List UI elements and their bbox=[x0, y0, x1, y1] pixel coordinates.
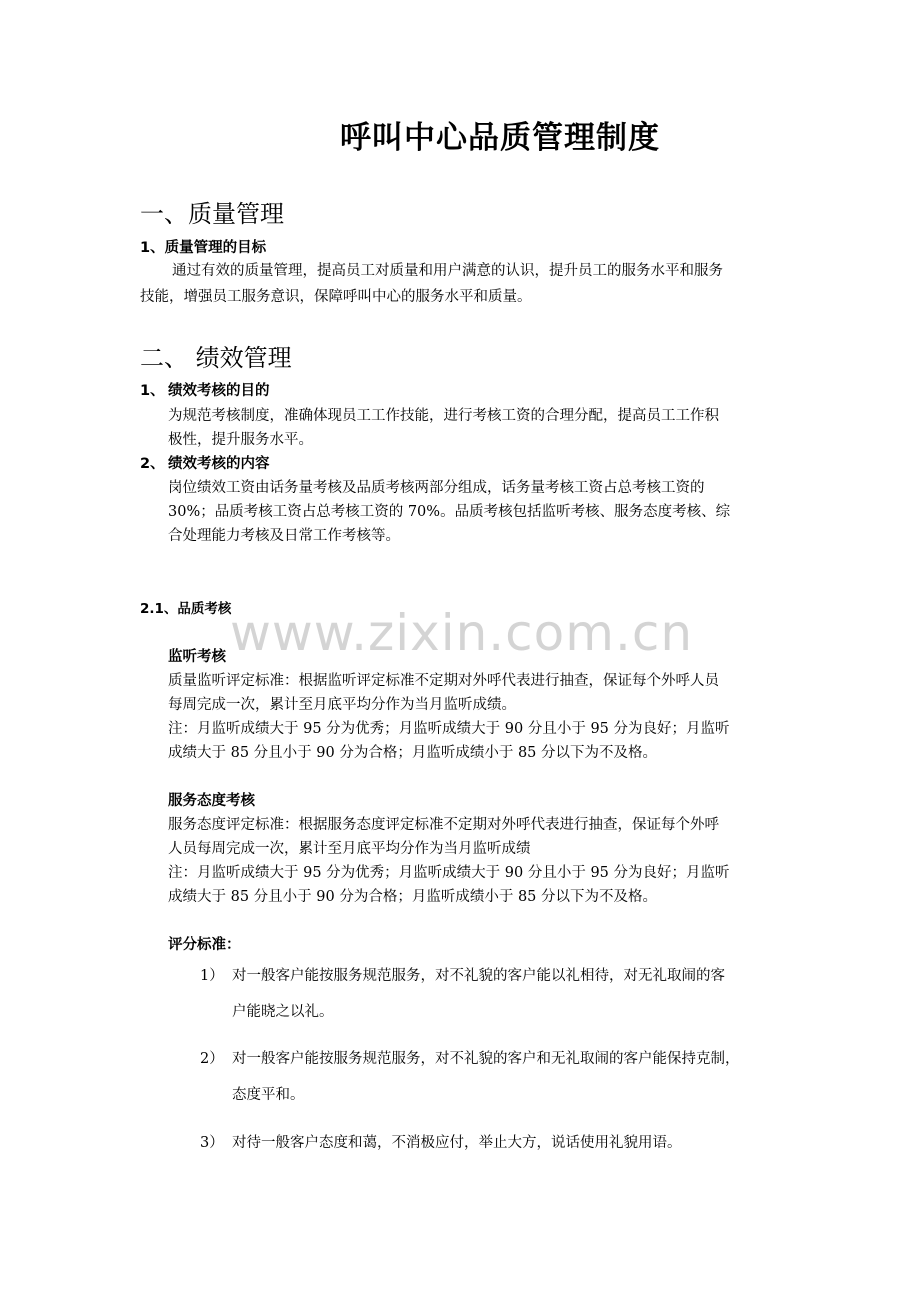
subheading-quality-goal: 1、质量管理的目标 bbox=[140, 240, 267, 256]
watermark: www.zixin.com.cn bbox=[230, 604, 694, 662]
section-heading-performance: 二、 绩效管理 bbox=[140, 344, 292, 372]
paragraph-line: 质量监听评定标准：根据监听评定标准不定期对外呼代表进行抽查，保证每个外呼人员 bbox=[168, 673, 719, 689]
paragraph-line: 通过有效的质量管理，提高员工对质量和用户满意的认识，提升员工的服务水平和服务 bbox=[172, 263, 723, 279]
paragraph-line: 成绩大于 85 分且小于 90 分为合格；月监听成绩小于 85 分以下为不及格。 bbox=[168, 745, 658, 761]
subheading-quality-assessment: 2.1、品质考核 bbox=[140, 601, 232, 617]
paragraph-line: 技能，增强员工服务意识，保障呼叫中心的服务水平和质量。 bbox=[140, 289, 532, 305]
paragraph-line: 人员每周完成一次，累计至月底平均分作为当月监听成绩 bbox=[168, 841, 531, 857]
subheading-performance-purpose: 绩效考核的目的 bbox=[168, 383, 270, 399]
list-item-line: 户能晓之以礼。 bbox=[232, 1004, 334, 1020]
list-item-marker: 3） bbox=[200, 1135, 224, 1151]
paragraph-line: 极性，提升服务水平。 bbox=[168, 432, 313, 448]
paragraph-line: 合处理能力考核及日常工作考核等。 bbox=[168, 528, 400, 544]
section-heading-quality: 一、质量管理 bbox=[140, 200, 284, 228]
paragraph-line: 每周完成一次，累计至月底平均分作为当月监听成绩。 bbox=[168, 697, 516, 713]
list-item-line: 态度平和。 bbox=[232, 1087, 305, 1103]
list-item-line: 对一般客户能按服务规范服务，对不礼貌的客户和无礼取闹的客户能保持克制， bbox=[232, 1051, 740, 1067]
paragraph-line: 岗位绩效工资由话务量考核及品质考核两部分组成，话务量考核工资占总考核工资的 bbox=[168, 480, 705, 496]
subheading-number: 1、 bbox=[140, 383, 165, 399]
subheading-scoring-standard: 评分标准： bbox=[168, 937, 241, 953]
paragraph-line: 为规范考核制度，准确体现员工工作技能，进行考核工资的合理分配，提高员工工作积 bbox=[168, 408, 719, 424]
list-item-marker: 2） bbox=[200, 1051, 224, 1067]
paragraph-line: 注：月监听成绩大于 95 分为优秀；月监听成绩大于 90 分且小于 95 分为良好；月监听 bbox=[168, 721, 730, 737]
subheading-performance-content: 绩效考核的内容 bbox=[168, 456, 270, 472]
paragraph-line: 成绩大于 85 分且小于 90 分为合格；月监听成绩小于 85 分以下为不及格。 bbox=[168, 889, 658, 905]
paragraph-line: 30%；品质考核工资占总考核工资的 70%。品质考核包括监听考核、服务态度考核、综 bbox=[168, 504, 731, 520]
subheading-monitoring: 监听考核 bbox=[168, 649, 226, 665]
list-item-line: 对一般客户能按服务规范服务，对不礼貌的客户能以礼相待，对无礼取闹的客 bbox=[232, 968, 725, 984]
document-title: 呼叫中心品质管理制度 bbox=[340, 120, 660, 156]
subheading-number: 2、 bbox=[140, 456, 165, 472]
list-item-marker: 1） bbox=[200, 968, 224, 984]
paragraph-line: 服务态度评定标准：根据服务态度评定标准不定期对外呼代表进行抽查，保证每个外呼 bbox=[168, 817, 719, 833]
paragraph-line: 注：月监听成绩大于 95 分为优秀；月监听成绩大于 90 分且小于 95 分为良好；月监听 bbox=[168, 865, 730, 881]
subheading-service-attitude: 服务态度考核 bbox=[168, 793, 255, 809]
list-item-line: 对待一般客户态度和蔼，不消极应付，举止大方，说话使用礼貌用语。 bbox=[232, 1135, 682, 1151]
